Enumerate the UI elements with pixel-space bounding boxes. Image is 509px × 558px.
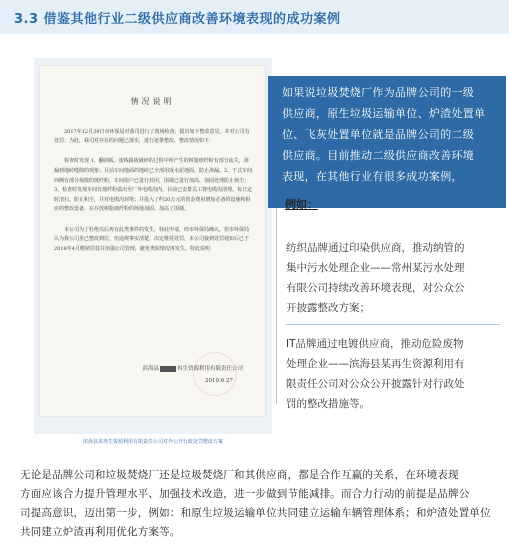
document-signature: [142, 364, 243, 372]
case-line: 罚的整改措施等。: [286, 398, 370, 410]
example-label: 例如：: [285, 198, 318, 211]
conclusion-line: 方面应该合力提升管理水平、加强技术改造，进一步做到节能减排。而合力行动的前提是品牌公: [20, 488, 470, 500]
case-line: 开披露整改方案；: [286, 302, 370, 314]
document-title: 情况说明: [130, 97, 175, 106]
conclusion-line: 共同建立炉渣再利用优化方案等。: [20, 526, 181, 538]
document-body: [54, 118, 253, 265]
conclusion-paragraph: [20, 466, 490, 542]
conclusion-line: 司提高意识，迈出第一步，例如：和原生垃圾运输单位共同建立运输车辆管理体系；和炉渣处置单位: [20, 507, 491, 519]
case-line: 有限公司持续改善环境表现，对公众公: [286, 282, 465, 294]
section-title: 3.3 借鉴其他行业二级供应商改善环境表现的成功案例: [14, 12, 341, 27]
highlight-line: 如果说垃圾焚烧厂作为品牌公司的一级: [282, 86, 475, 99]
case-line: 集中污水处理企业——常州某污水处理: [286, 262, 465, 274]
case-separator: [286, 324, 500, 325]
case-divider-line: [276, 208, 277, 404]
case-line: IT品牌通过电镀供应商，推动危险废物: [286, 338, 464, 350]
redaction-mark: [160, 366, 176, 372]
document-date: 2019.6.27: [205, 378, 233, 384]
section-header: [0, 0, 509, 34]
signature-suffix: 再生资源利用有限责任公司: [176, 366, 243, 372]
case-it: [286, 334, 500, 414]
highlight-line: 位、飞灰处置单位就是品牌公司的二级: [282, 128, 475, 141]
highlight-line: 供应商，原生垃圾运输单位、炉渣处置单: [282, 107, 486, 120]
conclusion-line: 无论是品牌公司和垃圾焚烧厂还是垃圾焚烧厂和其供应商，都是合作互赢的关系，在环境表现: [20, 469, 459, 481]
highlight-box: [268, 76, 506, 208]
document-paragraph: 检查时发现 1、翻洞板、废线路板破碎的过程中所产生的树脂玻纤粉有部分流失，渗漏到地砖缝隙的现象；目前车间地面的地砖已全部用成水泥地面，防止渗漏。2、干式车间西侧有部分扬散的玻纤粉，车间窗户已进行封闭，围墙已进行加高，加固处理防止扬尘；3、检查时发现车间有玻纤粉溢出至厂外电缆沟内，目前已安排员工将电缆沟清理，每日定时清扫，防止积尘，并对电缆沟封堵；并投入了约20万元的资金费用增加必备的设施和相应的整改设备，在存放树脂玻纤粉的场地加固、加高了围墙。: [54, 158, 253, 213]
case-textile: [286, 238, 500, 318]
highlight-line: 表现，在其他行业有很多成功案例，: [282, 170, 463, 183]
case-line: 处理企业——滨海县某再生资源利用有: [286, 358, 465, 370]
document-paragraph: 2017年12月29日市环保局对我司进行了现场检查，提出如下整改意见，并对公司有处罚；为此，我司对存在的问题已落实，进行逐条整改，整改情况如下：: [54, 128, 250, 145]
signature-prefix: 滨海县: [142, 366, 159, 372]
highlight-line: 供应商。目前推动二级供应商改善环境: [282, 149, 475, 162]
company-seal: [193, 352, 237, 396]
document-paragraph: 本公司为了杜绝以后再有此类事件的发生，特此申请，经市环保局确认，但市环保局认为我公司虽已整改到位，但违规事实清楚，决定维持处罚，本公司接到处罚通知后已于2018年4月缴纳罚款并加强公司管理，避免类似情况再发生。特此说明: [54, 226, 250, 252]
document-caption: 滨海县某再生资源利用有限责任公司对外公开行政处罚整改方案: [82, 439, 223, 445]
case-line: 限责任公司对公众公开披露针对行政处: [286, 378, 465, 390]
highlight-text: [282, 82, 502, 187]
case-line: 纺织品牌通过印染供应商，推动纳管的: [286, 242, 465, 254]
scanned-document: [40, 66, 265, 416]
